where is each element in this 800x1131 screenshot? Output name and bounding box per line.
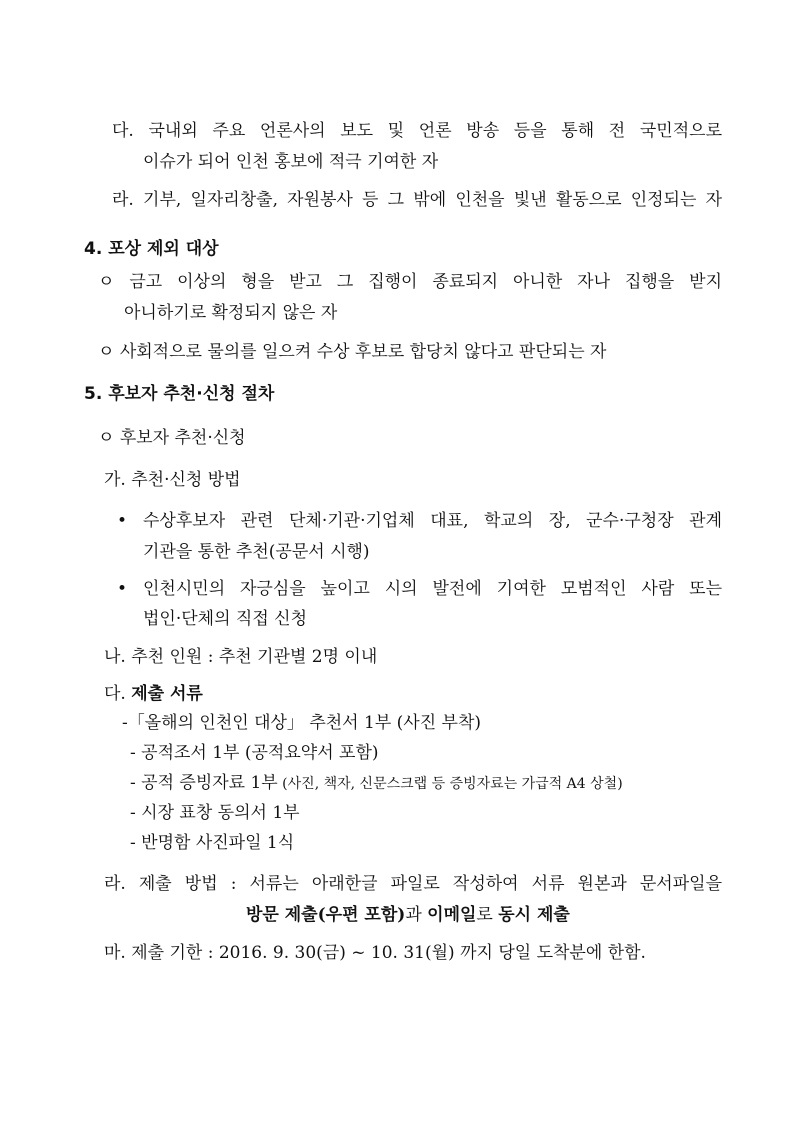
item-ra-line1: 라. 기부, 일자리창출, 자원봉사 등 그 밖에 인천을 빛낸 활동으로 인정되는 자 <box>112 190 722 210</box>
document-item: - 공적조서 1부 (공적요약서 포함) <box>130 743 379 763</box>
method-bullet2-line2: 법인·단체의 직접 신청 <box>143 609 308 629</box>
submission-email: 이메일 <box>427 905 477 925</box>
exclusion-item1-line2: 아니하기로 확정되지 않은 자 <box>124 303 338 323</box>
documents-label-title: 제출 서류 <box>131 684 203 704</box>
item-da-line1: 다. 국내외 주요 언론사의 보도 및 언론 방송 등을 통해 전 국민적으로 <box>112 121 722 141</box>
document-item: -「올해의 인천인 대상」 추천서 1부 (사진 부착) <box>122 713 481 733</box>
submission-simultaneous: 동시 제출 <box>498 905 570 925</box>
bullet-mark: • <box>117 511 128 531</box>
section-4-heading: 4. 포상 제외 대상 <box>84 239 219 259</box>
document-item: - 반명함 사진파일 1식 <box>130 833 295 853</box>
document-item-main: - 공적 증빙자료 1부 <box>130 773 278 793</box>
document-item <box>130 771 623 796</box>
method-label: 가. 추천·신청 방법 <box>104 470 241 490</box>
method-bullet1-line1: 수상후보자 관련 단체·기관·기업체 대표, 학교의 장, 군수·구청장 관계 <box>143 511 722 531</box>
submission-method-line1: 라. 제출 방법 : 서류는 아래한글 파일로 작성하여 서류 원본과 문서파일을 <box>104 874 722 894</box>
document-item: - 시장 표창 동의서 1부 <box>130 803 300 823</box>
submission-deadline: 마. 제출 기한 : 2016. 9. 30(금) ~ 10. 31(월) 까지 당일 도착분에 한함. <box>104 943 646 963</box>
recommend-count: 나. 추천 인원 : 추천 기관별 2명 이내 <box>104 647 378 667</box>
section-5-heading: 5. 후보자 추천·신청 절차 <box>84 384 275 404</box>
method-bullet1-line2: 기관을 통한 추천(공문서 시행) <box>143 542 370 562</box>
exclusion-item1-line1: ㅇ 금고 이상의 형을 받고 그 집행이 종료되지 아니한 자나 집행을 받지 <box>98 272 722 292</box>
documents-label-prefix: 다. <box>104 684 132 704</box>
method-bullet2-line1: 인천시민의 자긍심을 높이고 시의 발전에 기여한 모범적인 사람 또는 <box>143 579 722 599</box>
submission-and: 과 <box>405 905 428 925</box>
submission-method-line2 <box>246 903 570 927</box>
submission-with: 로 <box>476 905 499 925</box>
section-5-subheading: ㅇ 후보자 추천·신청 <box>98 428 246 448</box>
bullet-mark: • <box>117 579 128 599</box>
documents-label <box>104 682 203 706</box>
exclusion-item2: ㅇ 사회적으로 물의를 일으켜 수상 후보로 합당치 않다고 판단되는 자 <box>98 342 607 362</box>
submission-visit: 방문 제출(우편 포함) <box>246 905 406 925</box>
document-item-note: (사진, 책자, 신문스크랩 등 증빙자료는 가급적 A4 상철) <box>277 776 623 792</box>
item-da-line2: 이슈가 되어 인천 홍보에 적극 기여한 자 <box>143 152 439 172</box>
